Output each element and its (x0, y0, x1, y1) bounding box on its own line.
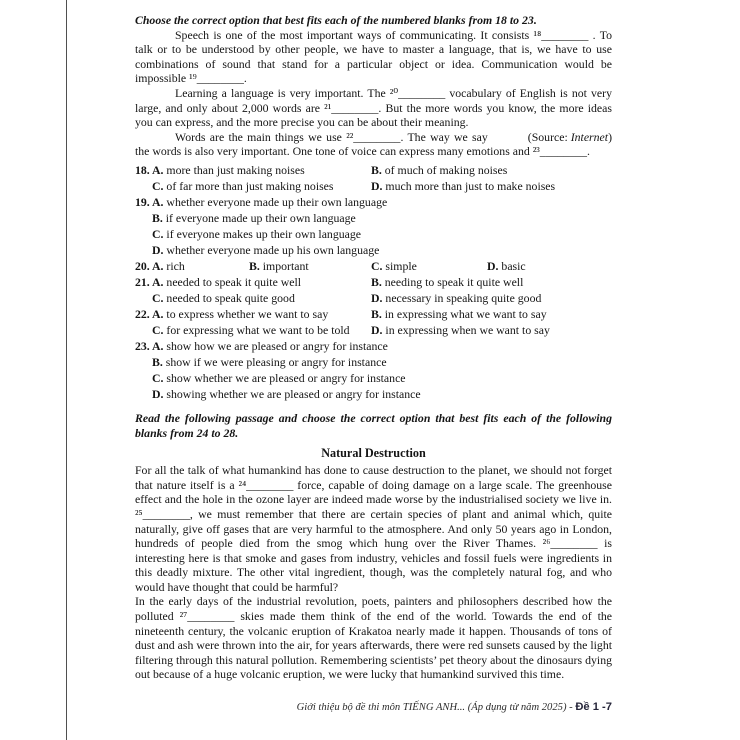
option-18-C: C. of far more than just making noises (152, 178, 334, 193)
question-23-options (152, 338, 612, 402)
page-footer (135, 701, 612, 713)
option-18-A: A. more than just making noises (152, 162, 305, 177)
question-number: 19. (135, 194, 150, 209)
option-19-C: C. if everyone makes up their own language (152, 226, 362, 241)
option-22-A: A. to express whether we want to say (152, 306, 329, 321)
question-18-options (152, 162, 612, 194)
option-19-A: A. whether everyone made up their own language (152, 194, 388, 209)
question-21 (135, 274, 612, 306)
passage1-paragraph-3-text: Words are the main things we use ²²________. The way we say the words is also very important. One tone of voice can express many emotions and ²³________. (135, 129, 590, 159)
question-21-options (152, 274, 612, 306)
question-number: 18. (135, 162, 150, 177)
page-scan-edge-line (66, 0, 67, 740)
option-20-D: D. basic (487, 258, 526, 273)
question-22-options (152, 306, 612, 338)
option-21-B: B. needing to speak it quite well (371, 274, 524, 289)
option-19-B: B. if everyone made up their own language (152, 210, 356, 225)
option-22-B: B. in expressing what we want to say (371, 306, 547, 321)
option-22-C: C. for expressing what we want to be told (152, 322, 350, 337)
question-18 (135, 162, 612, 194)
option-21-A: A. needed to speak it quite well (152, 274, 302, 289)
source-word: Internet (570, 129, 609, 144)
passage1-source: (Source: Internet) (527, 129, 612, 144)
question-19 (135, 194, 612, 258)
question-number: 23. (135, 338, 150, 353)
question-list (135, 162, 612, 402)
option-21-C: C. needed to speak quite good (152, 290, 295, 305)
option-19-D: D. whether everyone made up his own language (152, 242, 380, 257)
option-20-B: B. important (249, 258, 309, 273)
passage2-title: Natural Destruction (321, 446, 426, 461)
option-22-D: D. in expressing when we want to say (371, 322, 550, 337)
passage2-paragraph-2: In the early days of the industrial revolution, poets, painters and philosophers described how the polluted ²⁷________ skies made them think of the end of the world. Towards the end of the nineteenth century, the volcanic eruption of Krakatoa nearly made it happen. Thousands of tons of dust and ash were thrown into the air, for years afterwards, there were red sunsets caused by the light filtering through this natural pollution. Remembering scientists’ pet theory about the dinosaurs dying out because of a huge volcanic eruption, we were lucky that humankind survived this time. (135, 594, 612, 682)
section2-instruction: Read the following passage and choose the correct option that best fits each of the following blanks from 24 to 28. (135, 410, 612, 440)
option-18-D: D. much more than just to make noises (371, 178, 556, 193)
option-23-B: B. show if we were pleasing or angry for instance (152, 354, 387, 369)
option-20-A: A. rich (152, 258, 185, 273)
exam-page (135, 13, 612, 682)
option-20-C: C. simple (371, 258, 417, 273)
question-number: 21. (135, 274, 150, 289)
option-23-A: A. show how we are pleased or angry for instance (152, 338, 388, 353)
question-20-options (152, 258, 612, 274)
passage1-paragraph-3 (135, 130, 612, 159)
question-20 (135, 258, 612, 274)
footer-exam-code: Đề 1 -7 (575, 701, 612, 713)
question-19-options (152, 194, 612, 258)
option-18-B: B. of much of making noises (371, 162, 508, 177)
question-number: 20. (135, 258, 150, 273)
passage1-paragraph-2: Learning a language is very important. The ²⁰________ vocabulary of English is not very large, and only about 2,000 words are ²¹________. But the more words you know, the more ideas you can express, and the more precise you can be about their meaning. (135, 85, 612, 130)
option-21-D: D. necessary in speaking quite good (371, 290, 542, 305)
option-23-C: C. show whether we are pleased or angry for instance (152, 370, 406, 385)
question-22 (135, 306, 612, 338)
footer-text: Giới thiệu bộ đề thi môn TIẾNG ANH... (Áp dụng từ năm 2025) - (296, 702, 576, 713)
question-number: 22. (135, 306, 150, 321)
section1-instruction: Choose the correct option that best fits each of the numbered blanks from 18 to 23. (135, 13, 537, 27)
option-23-D: D. showing whether we are pleased or angry for instance (152, 386, 421, 401)
passage1-paragraph-1: Speech is one of the most important ways of communicating. It consists ¹⁸________ . To talk or to be understood by other people, we have to master a language, that is, we have to use combinations of sound that stand for a particular object or idea. Communication would be impossible ¹⁹________. (135, 27, 612, 86)
question-23 (135, 338, 612, 402)
passage2-paragraph-1: For all the talk of what humankind has done to cause destruction to the planet, we should not forget that nature itself is a ²⁴________ force, capable of doing damage on a large scale. The greenhouse effect and the hole in the ozone layer are indeed made worse by the industrialised society we live in. ²⁵________, we must remember that there are certain species of plant and animal which, quite naturally, give off gases that are very harmful to the atmosphere. And only 50 years ago in London, hundreds of people died from the smog which hung over the River Thames. ²⁶________ is interesting here is that smoke and gases from industry, vehicles and fossil fuels were ingredients in this deadly mixture. The other vital ingredient, though, was the completely natural fog, and who would have thought that could be harmful? (135, 463, 612, 594)
